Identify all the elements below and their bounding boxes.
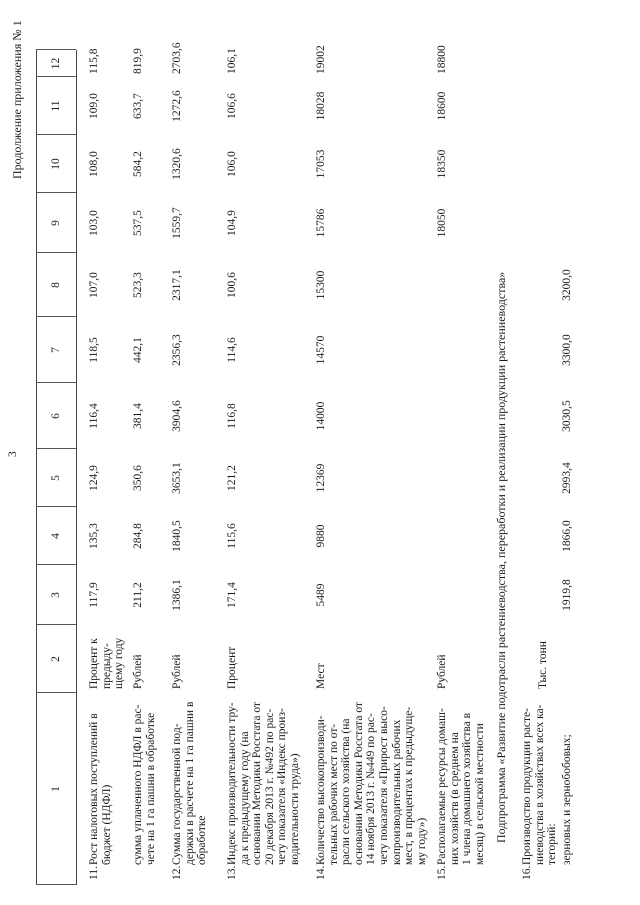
row-value-cell: 116,8 [226,403,238,429]
row-value-cell: 121,2 [226,465,238,491]
row16-value-cell: 1919,8 [561,579,573,611]
table-header-cell: 8 [50,282,62,288]
table-header-cell: 12 [50,57,62,70]
row16-value-cell: 3300,0 [561,334,573,366]
row-value-cell: 19002 [315,45,327,74]
row-unit: Рублей [171,654,183,689]
row16-number: 16. [521,865,533,880]
row-value-cell: 18028 [315,91,327,121]
row-value-cell: 14000 [315,401,327,431]
table-column-divider [36,76,76,77]
row-value-cell: 1320,6 [171,148,183,180]
row-value-cell: 12369 [315,463,327,493]
table-column-divider [36,49,76,50]
row-value-cell: 114,6 [226,337,238,363]
table-column-divider [36,252,76,253]
table-column-divider [36,624,76,625]
row-value-cell: 3653,1 [171,462,183,494]
row-value-cell: 9880 [315,524,327,548]
row-indicator-name: Индекс производительности тру- да к предыдущему году (на основании Методики Росстата от 20 декабря 2013 г. №492 по рас- чету показателя «Индекс произ- водительности труда») [226,702,301,865]
row-value-cell: 115,8 [88,48,100,74]
table-column-divider [36,692,76,693]
row-value-cell: 124,9 [88,465,100,491]
row-unit: Рублей [132,654,144,689]
row-value-cell: 117,9 [88,582,100,608]
row-number: 13. [226,865,238,880]
table-header-bottom-border [76,50,77,885]
page-number: 3 [7,451,19,457]
table-column-divider [36,564,76,565]
row-indicator-name: Располагаемые ресурсы домаш- них хозяйств (в среднем на 1 члена домашнего хозяйства в месяц) в сельской местности [436,708,486,865]
row-value-cell: 3904,6 [171,400,183,432]
row16-value-cell: 3030,5 [561,400,573,432]
row-value-cell: 1840,5 [171,520,183,552]
table-header-cell: 9 [50,220,62,226]
table-column-divider [36,884,76,885]
table-column-divider [36,382,76,383]
row-value-cell: 104,9 [226,210,238,236]
row-value-cell: 17053 [315,149,327,179]
table-header-cell: 3 [50,592,62,598]
row-value-cell: 350,6 [132,465,144,491]
row-number: 11. [88,866,100,880]
row16-sub-name: зерновых и зернобобовых; [561,734,573,865]
row-value-cell: 171,4 [226,582,238,608]
row-value-cell: 381,4 [132,403,144,429]
row-value-cell: 2356,3 [171,334,183,366]
row-value-cell: 18050 [436,208,448,238]
row-value-cell: 2317,1 [171,269,183,301]
row-value-cell: 633,7 [132,93,144,119]
row-value-cell: 2703,6 [171,42,183,74]
row-value-cell: 211,2 [132,582,144,608]
table-header-cell: 4 [50,533,62,539]
row-number: 14. [315,865,327,880]
row-value-cell: 15300 [315,270,327,300]
row-value-cell: 18350 [436,149,448,179]
row-value-cell: 523,3 [132,272,144,298]
row-value-cell: 442,1 [132,337,144,363]
row16-value-cell: 1866,0 [561,520,573,552]
appendix-caption: Продолжение приложения № 1 [10,20,24,179]
row-value-cell: 537,5 [132,210,144,236]
row-value-cell: 18800 [436,45,448,74]
row-value-cell: 584,2 [132,151,144,177]
row-unit: Мест [315,663,327,689]
row-value-cell: 107,0 [88,272,100,298]
row-value-cell: 109,0 [88,93,100,119]
row-value-cell: 15786 [315,208,327,238]
row-value-cell: 135,3 [88,523,100,549]
row-value-cell: 100,6 [226,272,238,298]
row-indicator-name: Количество высокопроизводи- тельных рабочих мест по от- расли сельского хозяйства (на основании Методики Росстата от 14 ноября 2013 г. №449 по рас- чету показателя «Прирост высо- копроизводительных рабочих мест, в процентах к предыдуще- му году») [315,702,428,865]
row-unit: Процент [226,646,238,689]
table-column-divider [36,448,76,449]
row16-name: Производство продукции расте- ниеводства в хозяйствах всех ка- тегорий: [521,704,559,865]
row-value-cell: 106,1 [226,48,238,74]
row16-unit: Тыс. тонн [537,641,549,689]
row-value-cell: 819,9 [132,48,144,74]
row-number: 15. [436,865,448,880]
table-column-divider [36,134,76,135]
row-value-cell: 1559,7 [171,207,183,239]
row-value-cell: 1386,1 [171,579,183,611]
row-value-cell: 1272,6 [171,90,183,122]
row-value-cell: 103,0 [88,210,100,236]
subprogram-title: Подпрограмма «Развитие подотрасли растениеводства, переработки и реализации продукции растениеводства» [494,271,508,843]
row-number: 12. [171,865,183,880]
table-header-cell: 6 [50,413,62,419]
row16-value-cell: 2993,4 [561,462,573,494]
table-column-divider [36,316,76,317]
row-indicator-name: сумма уплаченного НДФЛ в рас- чете на 1 га пашни в обработке [132,704,157,865]
table-top-border [36,50,37,885]
table-header-cell: 1 [50,786,62,792]
row-value-cell: 118,5 [88,337,100,363]
table-header-cell: 7 [50,347,62,353]
table-column-divider [36,192,76,193]
row-value-cell: 108,0 [88,151,100,177]
row-indicator-name: Рост налоговых поступлений в бюджет (НДФЛ) [88,713,113,865]
row-value-cell: 14570 [315,335,327,365]
row-value-cell: 106,0 [226,151,238,177]
table-header-cell: 10 [50,158,62,170]
row16-value-cell: 3200,0 [561,269,573,301]
row-unit: Процент к предыду- щему году [88,637,126,689]
table-header-cell: 5 [50,475,62,481]
row-value-cell: 5489 [315,583,327,607]
row-value-cell: 284,8 [132,523,144,549]
table-column-divider [36,506,76,507]
row-value-cell: 115,6 [226,523,238,549]
row-indicator-name: Сумма государственной под- держки в расчете на 1 га пашни в обработке [171,701,209,865]
row-value-cell: 18600 [436,91,448,121]
row-unit: Рублей [436,654,448,689]
row-value-cell: 106,6 [226,93,238,119]
table-header-cell: 2 [50,656,62,662]
row-value-cell: 116,4 [88,403,100,429]
table-header-cell: 11 [50,100,62,112]
